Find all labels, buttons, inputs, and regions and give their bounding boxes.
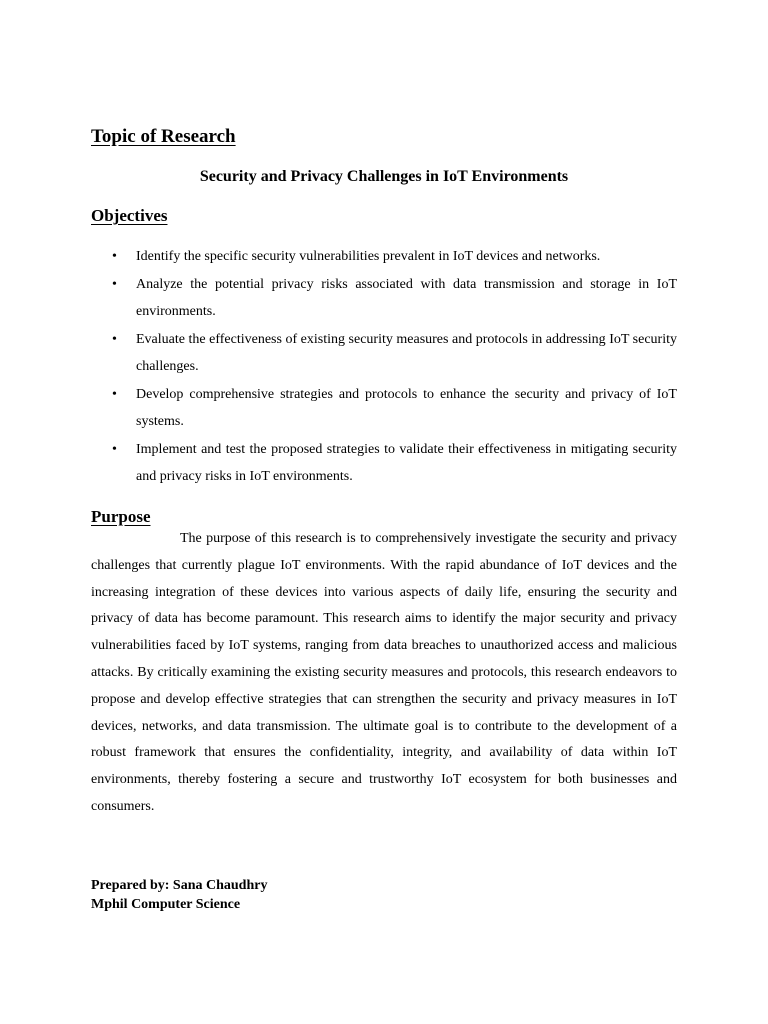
prepared-by: Prepared by: Sana Chaudhry: [91, 878, 268, 893]
objective-item: [91, 381, 677, 435]
objective-item: [91, 436, 677, 490]
program-name: Mphil Computer Science: [91, 897, 241, 912]
objective-item: [91, 271, 677, 325]
purpose-paragraph: The purpose of this research is to comprehensively investigate the security and privacy challenges that currently plague IoT environments. With the rapid abundance of IoT devices and the increasing integration of these devices into various aspects of daily life, ensuring the security and privacy of data has become paramount. This research aims to identify the major security and privacy vulnerabilities faced by IoT systems, ranging from data breaches to unauthorized access and malicious attacks. By critically examining the existing security measures and protocols, this research endeavors to propose and develop effective strategies that can strengthen the security and privacy measures in IoT devices, networks, and data transmission. The ultimate goal is to contribute to the development of a robust framework that ensures the confidentiality, integrity, and availability of data within IoT environments, thereby fostering a secure and trustworthy IoT ecosystem for both businesses and consumers.: [91, 531, 677, 814]
objective-item: [91, 326, 677, 380]
objective-text: Implement and test the proposed strategies to validate their effectiveness in mitigating security and privacy risks in IoT environments.: [136, 442, 677, 484]
objectives-list: [91, 243, 677, 491]
objective-text: Analyze the potential privacy risks associated with data transmission and storage in IoT environments.: [136, 277, 677, 319]
bullet-icon: •: [112, 277, 117, 292]
objective-text: Evaluate the effectiveness of existing security measures and protocols in addressing IoT security challenges.: [136, 332, 677, 374]
purpose-heading: Purpose: [91, 507, 151, 526]
objective-text: Develop comprehensive strategies and protocols to enhance the security and privacy of IoT systems.: [136, 387, 677, 429]
bullet-icon: •: [112, 442, 117, 457]
bullet-icon: •: [112, 332, 117, 347]
topic-heading: Topic of Research: [91, 126, 236, 147]
bullet-icon: •: [112, 249, 117, 264]
bullet-icon: •: [112, 387, 117, 402]
objectives-heading: Objectives: [91, 206, 168, 225]
research-title: Security and Privacy Challenges in IoT Environments: [199, 168, 569, 185]
signature-block: [91, 876, 267, 914]
objective-item: [91, 243, 677, 270]
objective-text: Identify the specific security vulnerabilities prevalent in IoT devices and networks.: [136, 249, 601, 264]
